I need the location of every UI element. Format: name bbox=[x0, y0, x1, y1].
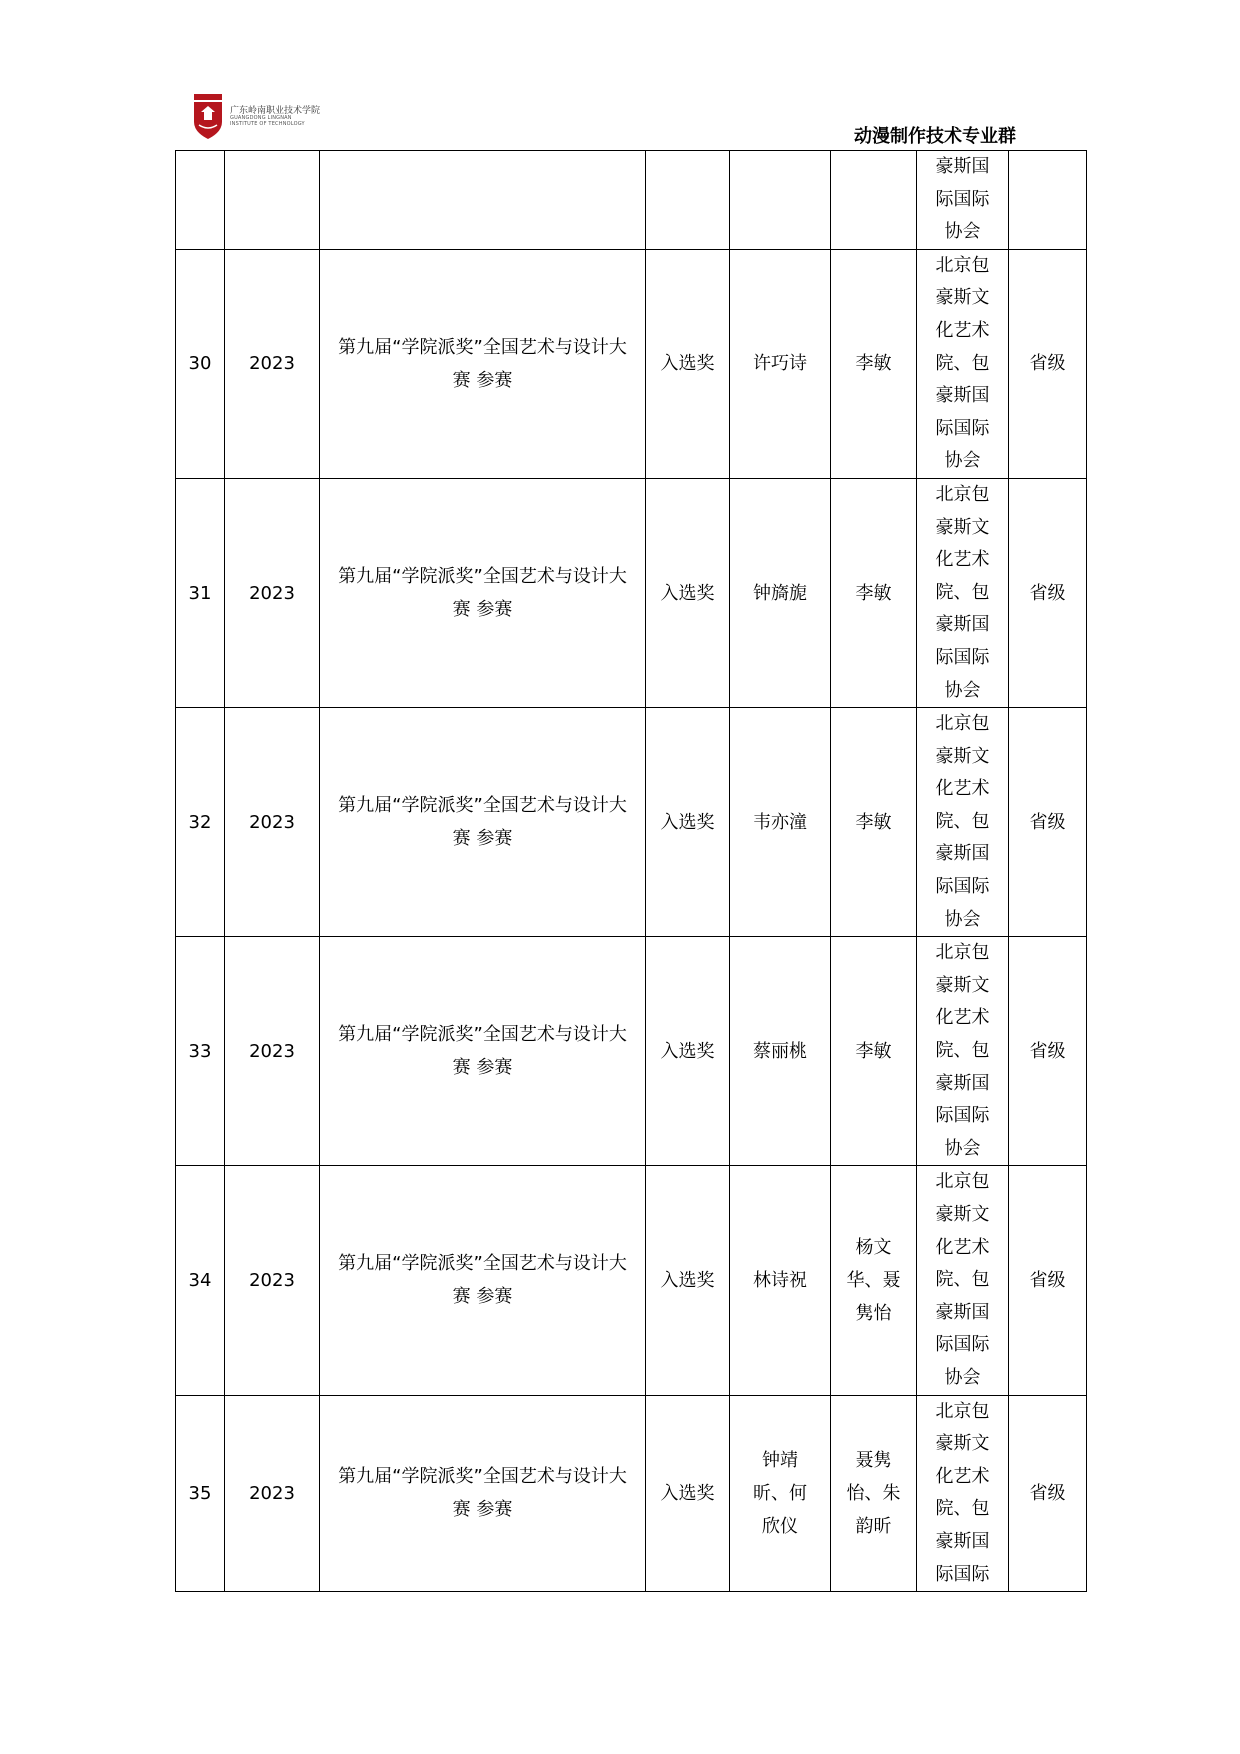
level-text: 省级 bbox=[1029, 1040, 1066, 1062]
cell-year bbox=[225, 478, 320, 707]
year-text: 2023 bbox=[249, 1269, 295, 1291]
cell-teachers bbox=[831, 937, 917, 1166]
cell-year bbox=[225, 1395, 320, 1592]
cell-competition bbox=[320, 1395, 646, 1592]
cell-teachers bbox=[831, 1395, 917, 1592]
cell-level bbox=[1009, 708, 1087, 937]
table-row bbox=[176, 1166, 1087, 1395]
teachers-text: 李敏 bbox=[855, 811, 892, 833]
no-text: 30 bbox=[188, 353, 212, 375]
cell-students bbox=[730, 1166, 831, 1395]
org-text: 北京包豪斯文化艺术院、包豪斯国际国际协会 bbox=[935, 483, 990, 701]
competition-text: 第九届“学院派奖”全国艺术与设计大赛 参赛 bbox=[338, 566, 627, 621]
cell-students bbox=[730, 478, 831, 707]
teachers-text: 聂隽怡、朱韵昕 bbox=[846, 1449, 901, 1537]
cell-students bbox=[730, 151, 831, 250]
cell-students bbox=[730, 249, 831, 478]
award-text: 入选奖 bbox=[660, 1482, 715, 1504]
cell-org bbox=[917, 151, 1009, 250]
cell-no bbox=[176, 1166, 225, 1395]
cell-competition bbox=[320, 478, 646, 707]
org-text: 北京包豪斯文化艺术院、包豪斯国际国际协会 bbox=[935, 254, 990, 472]
cell-org bbox=[917, 1395, 1009, 1592]
competition-text: 第九届“学院派奖”全国艺术与设计大赛 参赛 bbox=[338, 1024, 627, 1079]
school-logo bbox=[192, 94, 321, 140]
table-row bbox=[176, 708, 1087, 937]
cell-level bbox=[1009, 1395, 1087, 1592]
school-name-cn: 广东岭南职业技术学院 bbox=[230, 106, 321, 116]
table-row bbox=[176, 249, 1087, 478]
teachers-text: 李敏 bbox=[855, 1040, 892, 1062]
cell-students bbox=[730, 708, 831, 937]
org-text: 豪斯国际国际协会 bbox=[935, 156, 990, 243]
cell-competition bbox=[320, 937, 646, 1166]
cell-year bbox=[225, 708, 320, 937]
cell-students bbox=[730, 937, 831, 1166]
year-text: 2023 bbox=[249, 1040, 295, 1062]
cell-org bbox=[917, 478, 1009, 707]
cell-org bbox=[917, 249, 1009, 478]
shield-emblem-icon bbox=[192, 94, 224, 140]
competition-text: 第九届“学院派奖”全国艺术与设计大赛 参赛 bbox=[338, 795, 627, 850]
no-text: 34 bbox=[188, 1269, 212, 1291]
cell-award bbox=[646, 708, 730, 937]
cell-competition bbox=[320, 249, 646, 478]
cell-level bbox=[1009, 478, 1087, 707]
org-text: 北京包豪斯文化艺术院、包豪斯国际国际 bbox=[935, 1400, 990, 1585]
cell-no bbox=[176, 478, 225, 707]
cell-year bbox=[225, 249, 320, 478]
students-text: 韦亦潼 bbox=[753, 811, 807, 833]
cell-teachers bbox=[831, 151, 917, 250]
students-text: 钟旖旎 bbox=[753, 582, 807, 604]
cell-award bbox=[646, 151, 730, 250]
cell-teachers bbox=[831, 249, 917, 478]
cell-award bbox=[646, 1395, 730, 1592]
awards-table bbox=[175, 150, 1087, 1592]
cell-no bbox=[176, 937, 225, 1166]
students-text: 林诗祝 bbox=[753, 1269, 807, 1291]
cell-teachers bbox=[831, 708, 917, 937]
level-text: 省级 bbox=[1029, 1482, 1066, 1504]
year-text: 2023 bbox=[249, 582, 295, 604]
table-row bbox=[176, 1395, 1087, 1592]
teachers-text: 杨文华、聂隽怡 bbox=[846, 1236, 901, 1324]
students-text: 钟靖昕、何欣仪 bbox=[753, 1449, 807, 1537]
cell-level bbox=[1009, 151, 1087, 250]
cell-level bbox=[1009, 249, 1087, 478]
cell-students bbox=[730, 1395, 831, 1592]
cell-org bbox=[917, 708, 1009, 937]
cell-competition bbox=[320, 1166, 646, 1395]
level-text: 省级 bbox=[1029, 811, 1066, 833]
table-row bbox=[176, 478, 1087, 707]
teachers-text: 李敏 bbox=[855, 353, 892, 375]
table-row bbox=[176, 937, 1087, 1166]
no-text: 32 bbox=[188, 811, 212, 833]
award-text: 入选奖 bbox=[660, 582, 715, 604]
year-text: 2023 bbox=[249, 353, 295, 375]
cell-competition bbox=[320, 151, 646, 250]
no-text: 35 bbox=[188, 1482, 212, 1504]
year-text: 2023 bbox=[249, 1482, 295, 1504]
competition-text: 第九届“学院派奖”全国艺术与设计大赛 参赛 bbox=[338, 336, 627, 391]
cell-no bbox=[176, 1395, 225, 1592]
table-row-continuation bbox=[176, 151, 1087, 250]
level-text: 省级 bbox=[1029, 353, 1066, 375]
students-text: 蔡丽桃 bbox=[753, 1040, 807, 1062]
award-text: 入选奖 bbox=[660, 1269, 715, 1291]
cell-competition bbox=[320, 708, 646, 937]
cell-teachers bbox=[831, 478, 917, 707]
cell-level bbox=[1009, 937, 1087, 1166]
teachers-text: 李敏 bbox=[855, 582, 892, 604]
cell-teachers bbox=[831, 1166, 917, 1395]
cell-award bbox=[646, 478, 730, 707]
cell-year bbox=[225, 151, 320, 250]
award-text: 入选奖 bbox=[660, 811, 715, 833]
cell-org bbox=[917, 1166, 1009, 1395]
org-text: 北京包豪斯文化艺术院、包豪斯国际国际协会 bbox=[935, 713, 990, 930]
cell-no bbox=[176, 151, 225, 250]
org-text: 北京包豪斯文化艺术院、包豪斯国际国际协会 bbox=[935, 1171, 990, 1388]
cell-no bbox=[176, 249, 225, 478]
award-text: 入选奖 bbox=[660, 1040, 715, 1062]
group-title: 动漫制作技术专业群 bbox=[854, 126, 1016, 147]
cell-level bbox=[1009, 1166, 1087, 1395]
no-text: 31 bbox=[188, 582, 212, 604]
cell-award bbox=[646, 1166, 730, 1395]
school-name-en: GUANGDONG LINGNAN INSTITUTE OF TECHNOLOGY bbox=[230, 115, 305, 127]
level-text: 省级 bbox=[1029, 582, 1066, 604]
org-text: 北京包豪斯文化艺术院、包豪斯国际国际协会 bbox=[935, 942, 990, 1159]
year-text: 2023 bbox=[249, 811, 295, 833]
cell-year bbox=[225, 937, 320, 1166]
cell-award bbox=[646, 937, 730, 1166]
cell-no bbox=[176, 708, 225, 937]
students-text: 许巧诗 bbox=[753, 353, 807, 375]
competition-text: 第九届“学院派奖”全国艺术与设计大赛 参赛 bbox=[338, 1466, 627, 1521]
award-text: 入选奖 bbox=[660, 353, 715, 375]
cell-year bbox=[225, 1166, 320, 1395]
competition-text: 第九届“学院派奖”全国艺术与设计大赛 参赛 bbox=[338, 1253, 627, 1308]
cell-award bbox=[646, 249, 730, 478]
level-text: 省级 bbox=[1029, 1269, 1066, 1291]
cell-org bbox=[917, 937, 1009, 1166]
no-text: 33 bbox=[188, 1040, 212, 1062]
